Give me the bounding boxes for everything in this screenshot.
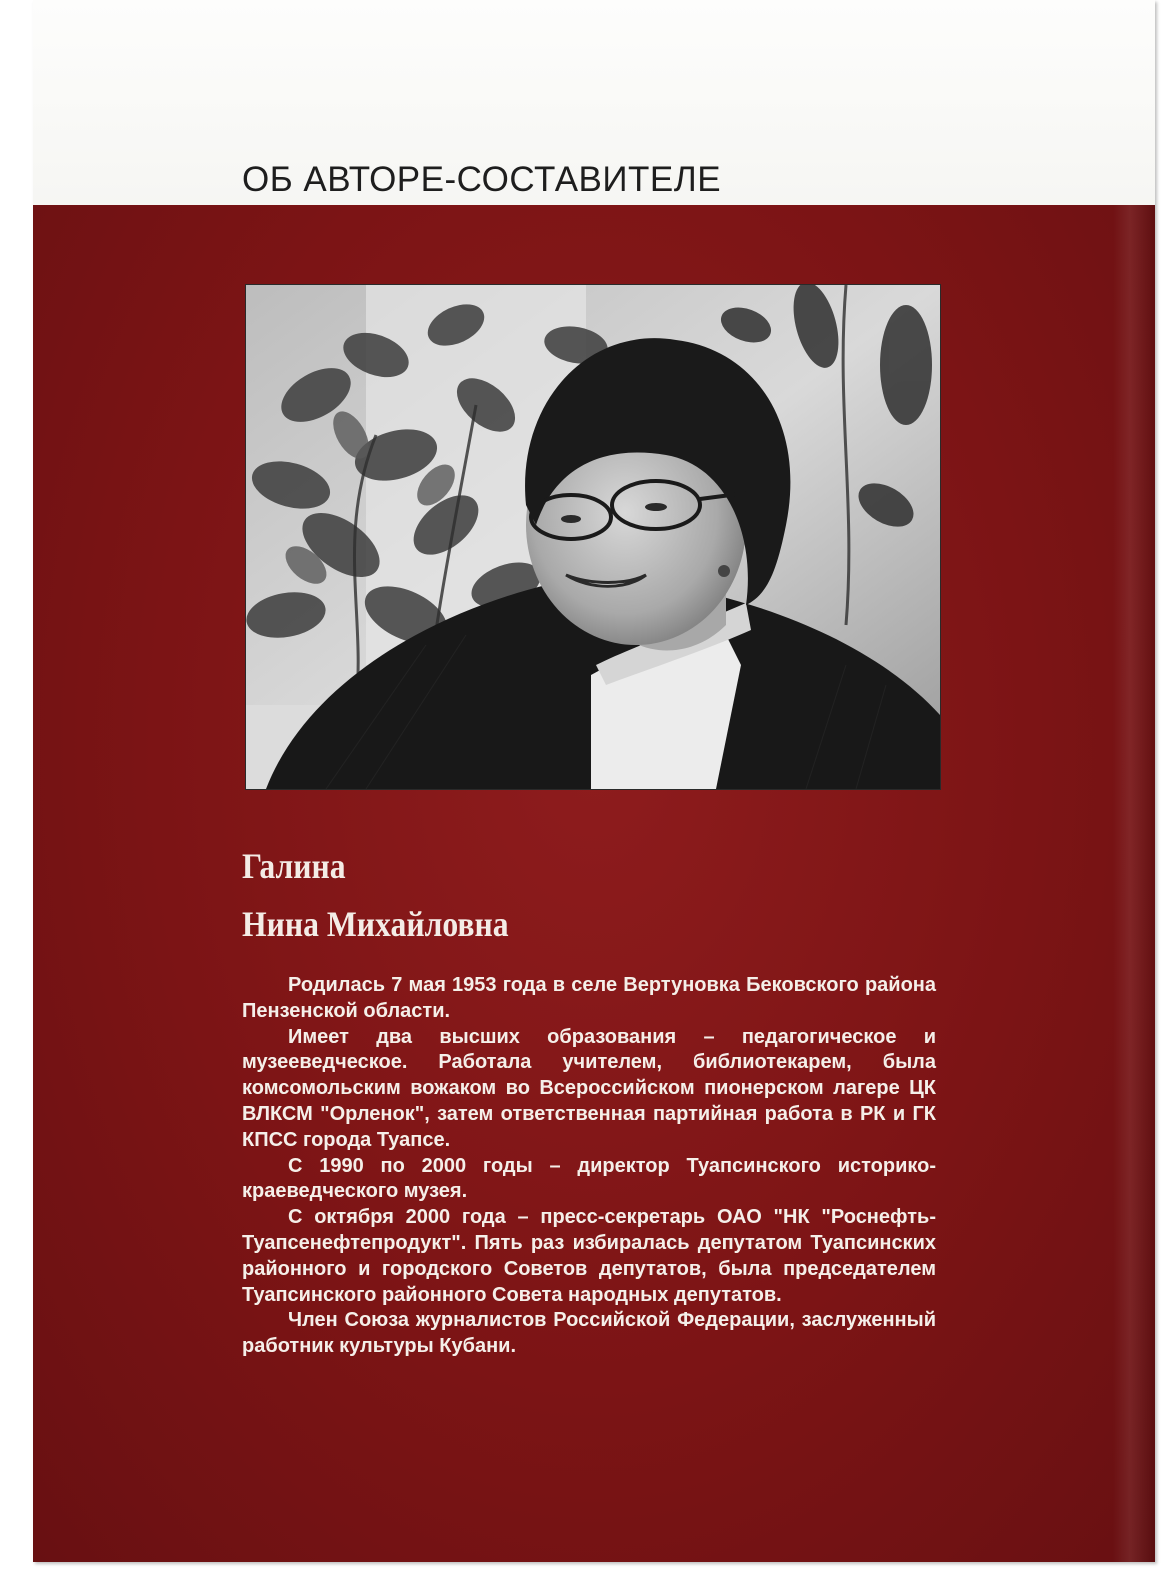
bio-paragraph-press: С октября 2000 года – пресс-секретарь ОАО "НК "Роснефть-Туапсенефтепродукт". Пять раз избиралась депутатом Туапсинских районного и городского Советов депутатов, была председателем Туапсинского районного Совета народных депутатов. <box>242 1206 936 1306</box>
bio-paragraph-museum: С 1990 по 2000 годы – директор Туапсинского историко-краеведческого музея. <box>242 1154 936 1203</box>
author-name <box>242 837 509 953</box>
red-panel <box>33 205 1155 1562</box>
author-surname: Галина <box>242 846 346 886</box>
bio-paragraph-education: Имеет два высших образования – педагогическое и музееведческое. Работала учителем, библиотекарем, была комсомольским вожаком во Всероссийском пионерском лагере ЦК ВЛКСМ "Орленок", затем ответственная партийная работа в РК и ГК КПСС города Туапсе. <box>242 1025 936 1151</box>
author-given-names: Нина Михайловна <box>242 904 509 944</box>
book-cover <box>33 0 1155 1562</box>
author-biography <box>242 973 936 1360</box>
bio-paragraph-membership: Член Союза журналистов Российской Федерации, заслуженный работник культуры Кубани. <box>242 1309 936 1358</box>
section-title: ОБ АВТОРЕ-СОСТАВИТЕЛЕ <box>242 160 722 199</box>
author-photo <box>245 284 941 790</box>
cover-edge-shading <box>1113 205 1155 1562</box>
top-white-band <box>33 0 1155 205</box>
bio-paragraph-birth: Родилась 7 мая 1953 года в селе Вертуновка Бековского района Пензенской области. <box>242 974 936 1022</box>
